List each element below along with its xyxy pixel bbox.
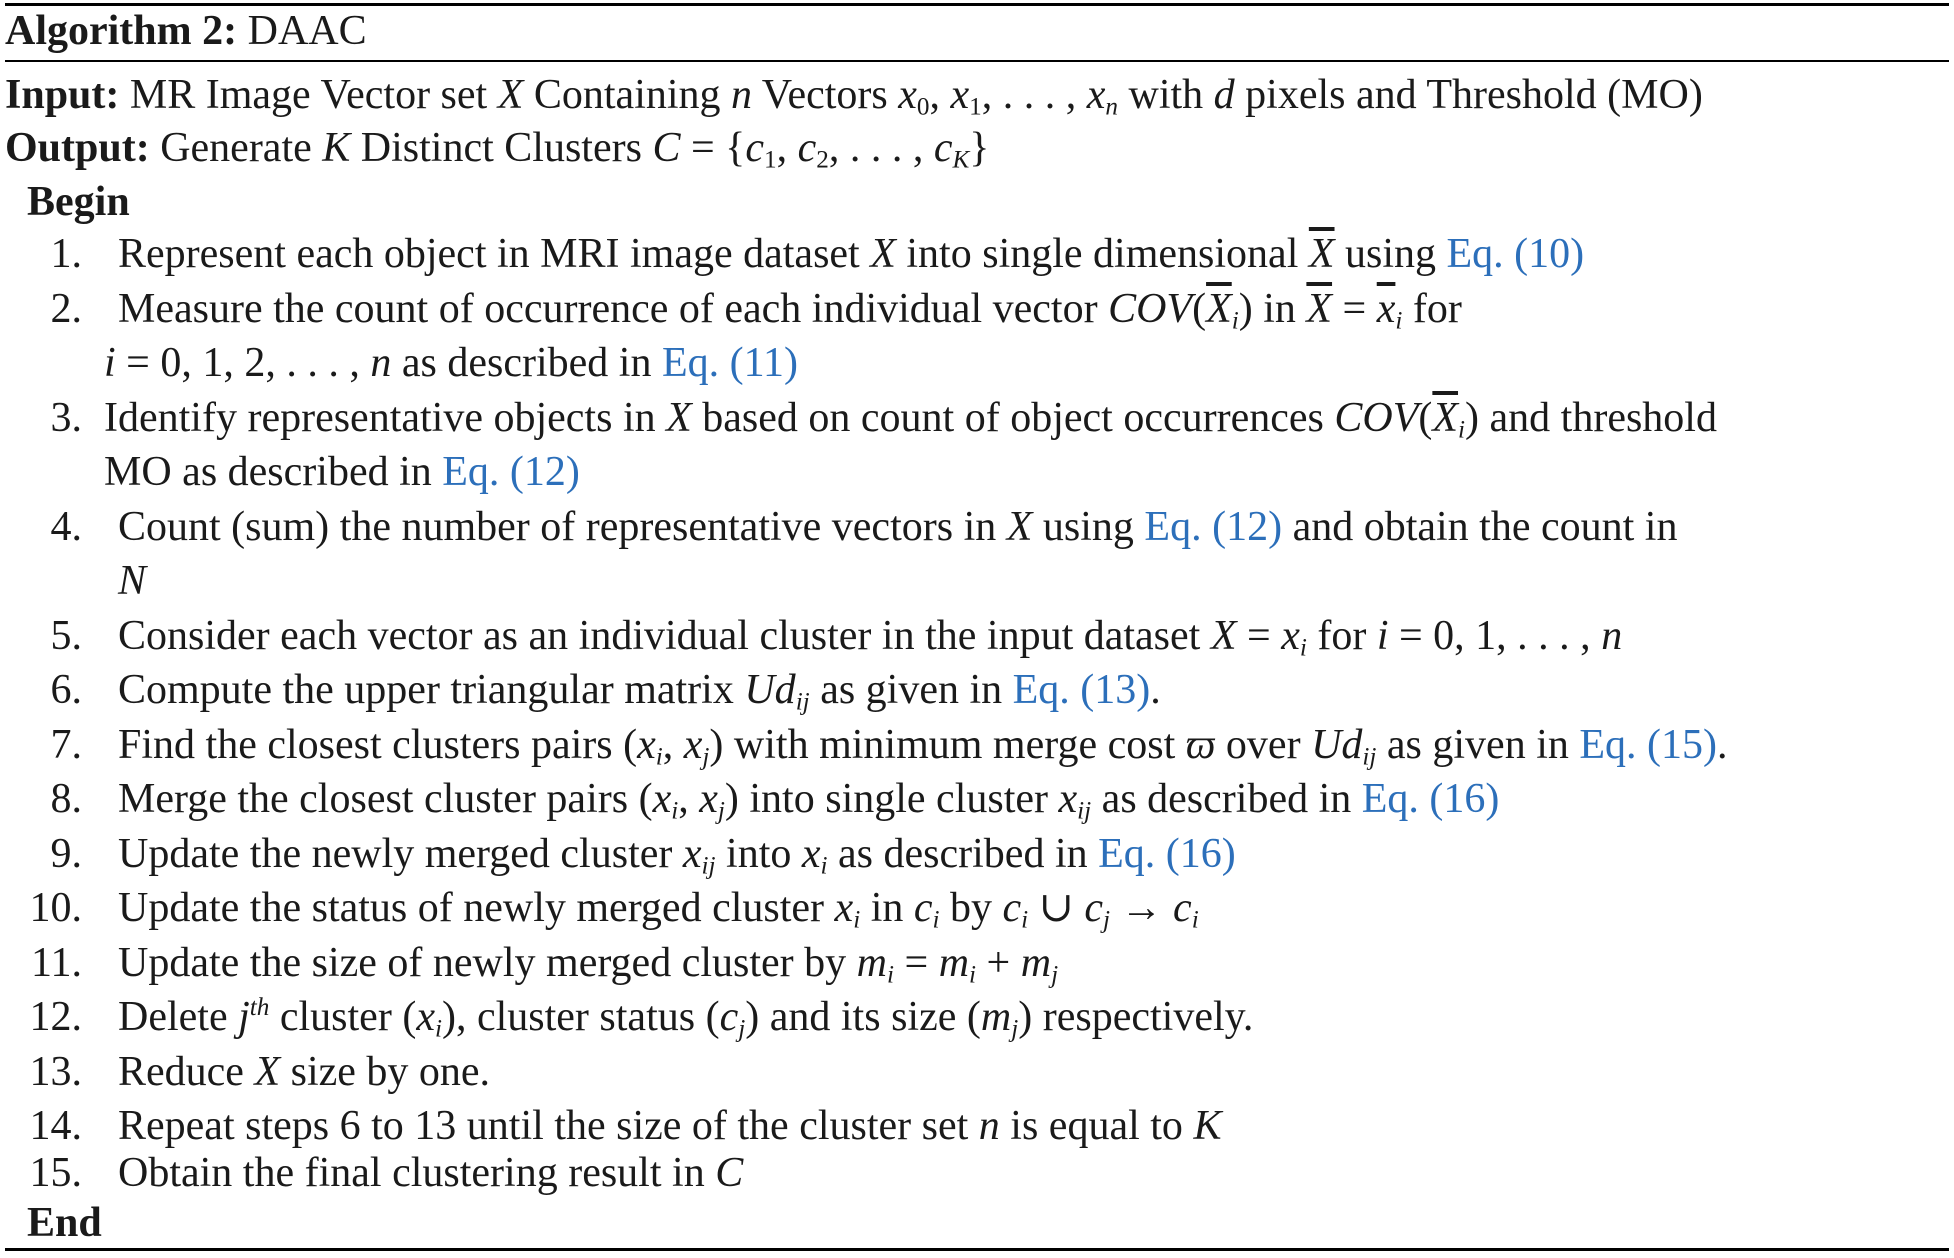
math: $(c_j)$ bbox=[705, 994, 760, 1043]
step-number: 1. bbox=[50, 231, 82, 277]
math: $j^{th}$ bbox=[238, 993, 270, 1040]
equation-link[interactable]: Eq. (16) bbox=[1098, 831, 1236, 877]
math: $C = \{c_1$, $c_2$, . . . , $c_K$} bbox=[652, 125, 990, 174]
output-text: Distinct Clusters bbox=[350, 125, 653, 171]
equation-link[interactable]: Eq. (10) bbox=[1446, 231, 1585, 277]
step-text bbox=[118, 611, 1622, 661]
step-text-part: Compute the upper triangular matrix bbox=[118, 667, 745, 713]
step-text-part: as described in bbox=[1091, 776, 1362, 822]
step-text bbox=[118, 938, 1058, 988]
step-number: 15. bbox=[29, 1150, 82, 1196]
header-rule bbox=[5, 60, 1949, 62]
step-text-part: into single cluster bbox=[738, 776, 1059, 822]
step-text-part: Delete bbox=[118, 994, 239, 1040]
math: X bbox=[870, 231, 896, 277]
math: x bbox=[950, 72, 970, 118]
equation-link[interactable]: Eq. (16) bbox=[1361, 776, 1500, 822]
step-text-part: MO as described in bbox=[104, 449, 443, 495]
step-text bbox=[118, 883, 1199, 933]
math: N bbox=[118, 558, 147, 604]
math: i bbox=[104, 340, 116, 386]
math: $(x_i)$ bbox=[402, 994, 456, 1043]
math: C bbox=[715, 1150, 744, 1196]
math: $COV(\overline{X}_i)$ bbox=[1334, 395, 1480, 444]
step-number: 8. bbox=[50, 776, 82, 822]
math: $x_{ij}$ bbox=[1058, 776, 1092, 825]
step-number: 6. bbox=[50, 667, 82, 713]
math: ($x_i$, $x_j$) bbox=[638, 776, 739, 825]
math: $X = x_i$ bbox=[1210, 613, 1307, 662]
equation-link[interactable]: Eq. (13) bbox=[1012, 667, 1151, 713]
step-text-part: Identify representative objects in bbox=[104, 395, 667, 441]
step-text-part: into single dimensional bbox=[895, 231, 1309, 277]
input-line: Input: MR Image Vector set X Containing n Vectors $x_0$, $x_1$, . . . , $x_n$ with d pixels and Threshold (MO) bbox=[5, 72, 1703, 121]
math: X bbox=[1006, 504, 1033, 550]
step-text bbox=[118, 502, 1677, 552]
step-text-part: as given in bbox=[809, 667, 1013, 713]
step-text-part: Find the closest clusters pairs bbox=[118, 722, 624, 768]
step-text-part: and obtain the count in bbox=[1282, 504, 1678, 550]
step-text-part: as described in bbox=[827, 831, 1099, 877]
step-text-part: using bbox=[1032, 504, 1145, 550]
step-2-continued: i = 0, 1, 2, . . . , n as described in Eq. (11) bbox=[104, 340, 799, 386]
step-3-continued bbox=[104, 447, 580, 497]
math: ($x_i$, $x_j$) bbox=[623, 722, 724, 771]
step-text-part: Merge the closest cluster pairs bbox=[118, 776, 639, 822]
math: $x_n$ bbox=[1086, 72, 1118, 121]
step-text-part: in bbox=[1252, 286, 1307, 332]
step-text-part: . bbox=[1150, 667, 1161, 713]
step-text-part: cluster bbox=[269, 994, 403, 1040]
step-text-part: Update the size of newly merged cluster by bbox=[118, 940, 857, 986]
step-number: 14. bbox=[29, 1103, 82, 1149]
step-text-part: using bbox=[1334, 231, 1447, 277]
step-text-part: Measure the count of occurrence of each individual vector bbox=[118, 286, 1109, 332]
step-text-part: Repeat steps 6 to 13 until the size of the cluster set bbox=[118, 1103, 979, 1149]
end-keyword: End bbox=[27, 1200, 102, 1246]
output-label: Output: bbox=[5, 125, 150, 171]
equation-link[interactable]: Eq. (12) bbox=[442, 449, 580, 495]
math: $m_i = m_i + m_j$ bbox=[856, 940, 1059, 989]
step-text-part: as given in bbox=[1376, 722, 1580, 768]
input-text: MR Image Vector set bbox=[119, 72, 498, 118]
step-text bbox=[104, 393, 1717, 443]
math: $c_i$ bbox=[913, 885, 940, 934]
equation-link[interactable]: Eq. (12) bbox=[1144, 504, 1283, 550]
step-number: 10. bbox=[29, 885, 82, 931]
step-text-part: based on count of object occurrences bbox=[691, 395, 1335, 441]
step-number: 3. bbox=[50, 395, 82, 441]
step-text-part: over bbox=[1215, 722, 1312, 768]
step-text bbox=[118, 665, 1161, 715]
step-text-part: with minimum merge cost bbox=[723, 722, 1186, 768]
step-number: 7. bbox=[50, 722, 82, 768]
math: $x_i$ bbox=[834, 885, 861, 934]
step-text bbox=[118, 720, 1728, 770]
step-text-part: and its size bbox=[759, 994, 967, 1040]
step-text-part: . bbox=[1717, 722, 1728, 768]
step-number: 13. bbox=[29, 1049, 82, 1095]
step-text-part: for bbox=[1306, 613, 1377, 659]
step-text bbox=[118, 1148, 743, 1198]
input-label: Input: bbox=[5, 72, 120, 118]
step-text-part: Consider each vector as an individual cluster in the input dataset bbox=[118, 613, 1211, 659]
step-text-part: Represent each object in MRI image dataset bbox=[118, 231, 871, 277]
step-text-part: Obtain the final clustering result in bbox=[118, 1150, 716, 1196]
step-text-part: into bbox=[715, 831, 802, 877]
math: $(m_j)$ bbox=[966, 994, 1033, 1043]
bottom-rule bbox=[5, 1248, 1949, 1251]
step-text-part: size by one. bbox=[280, 1049, 491, 1095]
step-number: 9. bbox=[50, 831, 82, 877]
math: $Ud_{ij}$ bbox=[744, 667, 810, 716]
step-text-part: is equal to bbox=[999, 1103, 1194, 1149]
math: $c_i$ ∪ $c_j \to c_i$ bbox=[1002, 885, 1199, 934]
step-text-part: Count (sum) the number of representative vectors in bbox=[118, 504, 1007, 550]
step-text-part: by bbox=[939, 885, 1003, 931]
step-text bbox=[118, 229, 1584, 279]
step-4-continued bbox=[118, 556, 146, 606]
algorithm-name: DAAC bbox=[247, 8, 367, 54]
math: n bbox=[370, 340, 392, 386]
step-number: 5. bbox=[50, 613, 82, 659]
math: $Ud_{ij}$ bbox=[1311, 722, 1377, 771]
step-text-part: for bbox=[1402, 286, 1462, 332]
math: X bbox=[666, 395, 692, 441]
math: K bbox=[1193, 1103, 1222, 1149]
step-text-part: in bbox=[860, 885, 914, 931]
math: X bbox=[497, 72, 524, 118]
step-number: 12. bbox=[29, 994, 82, 1040]
math: i = 0, 1, . . . , n bbox=[1376, 613, 1623, 659]
step-number: 2. bbox=[50, 286, 82, 332]
step-text-part: Reduce bbox=[118, 1049, 255, 1095]
math: $x_{ij}$ bbox=[682, 831, 716, 880]
output-line bbox=[5, 123, 989, 173]
step-number: 11. bbox=[31, 940, 82, 986]
step-text-part: as described in bbox=[391, 340, 662, 386]
input-text: Containing bbox=[523, 72, 732, 118]
math: K bbox=[322, 125, 351, 171]
math: x bbox=[898, 72, 917, 118]
begin-keyword: Begin bbox=[27, 179, 130, 225]
step-text-part: Update the status of newly merged cluster bbox=[118, 885, 835, 931]
step-text bbox=[118, 284, 1462, 334]
math: ϖ bbox=[1185, 722, 1216, 768]
step-text bbox=[118, 992, 1253, 1042]
math: $x_i$ bbox=[801, 831, 828, 880]
equation-link[interactable]: Eq. (15) bbox=[1579, 722, 1718, 768]
step-text-part: , cluster status bbox=[455, 994, 706, 1040]
equation-link[interactable]: Eq. (11) bbox=[661, 340, 799, 386]
algorithm-title bbox=[5, 6, 367, 56]
step-text-part: Update the newly merged cluster bbox=[118, 831, 683, 877]
output-text: Generate bbox=[149, 125, 323, 171]
input-text: pixels and Threshold (MO) bbox=[1234, 72, 1703, 118]
step-text bbox=[118, 774, 1499, 824]
math: X bbox=[254, 1049, 281, 1095]
algorithm-label: Algorithm 2: bbox=[5, 8, 238, 54]
step-number: 4. bbox=[50, 504, 82, 550]
math: n bbox=[978, 1103, 1000, 1149]
math: $\overline{X} = \overline{x}_i$ bbox=[1306, 286, 1403, 335]
step-text bbox=[118, 1101, 1221, 1151]
math: $COV(\overline{X}_i)$ bbox=[1108, 286, 1253, 335]
step-text-part: respectively. bbox=[1032, 994, 1254, 1040]
math: $\overline{X}$ bbox=[1308, 231, 1335, 277]
math: 1 bbox=[969, 93, 982, 121]
step-text-part: and threshold bbox=[1479, 395, 1717, 441]
input-text: with bbox=[1118, 72, 1214, 118]
math: 0 bbox=[916, 93, 930, 121]
input-text: Vectors bbox=[752, 72, 899, 118]
math: d bbox=[1213, 72, 1235, 118]
step-text bbox=[118, 1047, 490, 1097]
math: n bbox=[731, 72, 753, 118]
step-text bbox=[118, 829, 1236, 879]
